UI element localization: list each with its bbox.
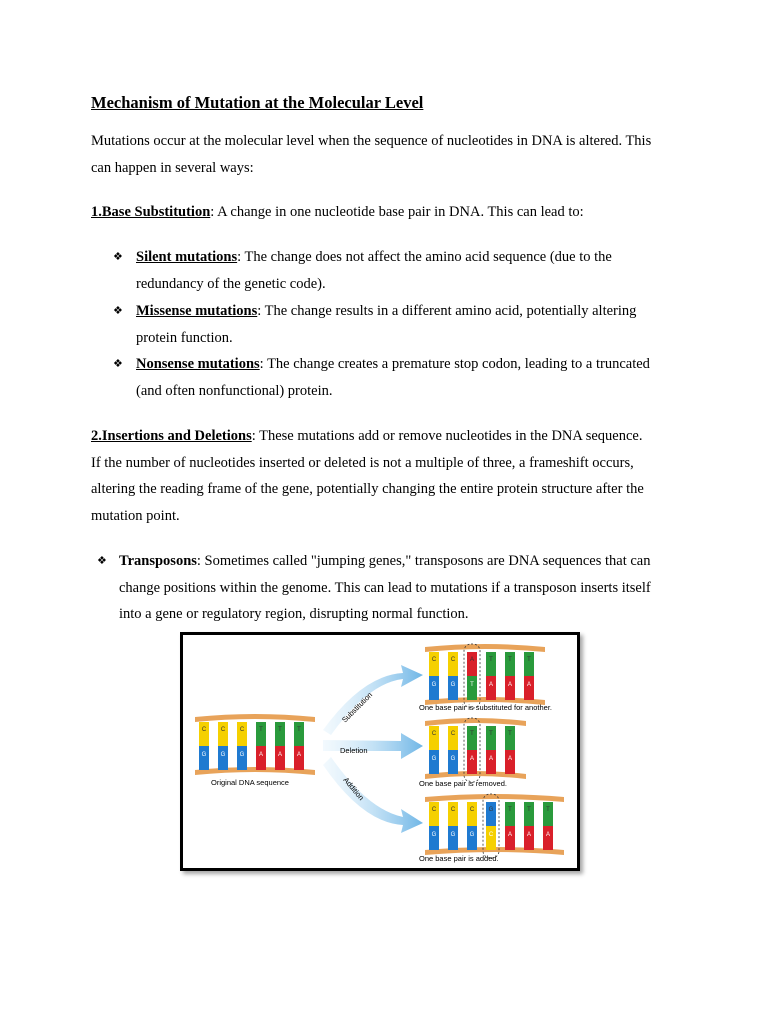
base-letter: C (488, 832, 494, 838)
base-letter: T (278, 727, 282, 733)
base-pair-top (294, 722, 304, 746)
section1-text: : A change in one nucleotide base pair in DNA. This can lead to: (210, 204, 584, 220)
base-pair-bottom (237, 746, 247, 770)
base-letter: C (431, 657, 437, 663)
base-pair-top (256, 722, 266, 746)
base-pair-bottom (218, 746, 228, 770)
dna-backbone-top (425, 794, 564, 802)
base-pair-top (467, 652, 477, 676)
base-pair-bottom (199, 746, 209, 770)
base-letter: T (546, 807, 550, 813)
base-pair-bottom (505, 676, 515, 700)
dna-original (195, 714, 315, 775)
base-letter: T (527, 807, 531, 813)
base-letter: T (527, 657, 531, 663)
base-pair-bottom (429, 676, 439, 700)
section2-line-2: If the number of nucleotides inserted or deleted is not a multiple of three, a frameshift occurs, (91, 454, 634, 471)
base-pair-top (448, 726, 458, 750)
section2-paragraph (91, 423, 691, 530)
dna-mutation-figure (180, 632, 580, 871)
base-pair-bottom (486, 676, 496, 700)
base-letter: T (508, 731, 512, 737)
base-pair-top (486, 802, 496, 826)
base-pair-bottom (467, 750, 477, 774)
base-letter: A (469, 756, 475, 762)
base-letter: C (431, 807, 437, 813)
base-pair-bottom (256, 746, 266, 770)
base-pair-bottom (448, 676, 458, 700)
deletion-caption: One base pair is removed. (419, 779, 507, 788)
base-letter: A (545, 832, 551, 838)
dna-mutation-diagram (183, 635, 577, 868)
base-letter: C (450, 807, 456, 813)
base-letter: T (508, 657, 512, 663)
base-pair-top (467, 726, 477, 750)
base-pair-top (199, 722, 209, 746)
dna-added (425, 794, 564, 858)
base-letter: G (201, 752, 207, 758)
diamond-bullet-icon: ❖ (113, 358, 123, 370)
bullet-line-2: protein function. (136, 329, 233, 346)
dna-deleted (425, 718, 526, 782)
base-pair-bottom (448, 750, 458, 774)
base-pair-bottom (524, 826, 534, 850)
section2-heading: 2.Insertions and Deletions (91, 428, 252, 444)
bullet-term: Nonsense mutations (136, 356, 260, 372)
dna-substituted (425, 644, 545, 708)
base-pair-bottom (543, 826, 553, 850)
base-letter: C (450, 731, 456, 737)
diamond-bullet-icon: ❖ (113, 251, 123, 263)
base-pair-bottom (429, 750, 439, 774)
bullet-line-1: : The change creates a premature stop codon, leading to a truncated (259, 356, 650, 372)
dna-backbone-top (425, 644, 545, 652)
base-letter: C (239, 727, 245, 733)
section1-heading: 1.Base Substitution (91, 204, 211, 220)
base-letter: T (508, 807, 512, 813)
section1-paragraph (91, 199, 691, 226)
base-pair-top (543, 802, 553, 826)
addition-caption: One base pair is added. (419, 854, 499, 863)
bullet-term: Silent mutations (136, 249, 238, 265)
base-pair-top (524, 652, 534, 676)
intro-line-2: can happen in several ways: (91, 159, 254, 176)
base-letter: C (201, 727, 207, 733)
base-pair-bottom (524, 676, 534, 700)
base-pair-top (218, 722, 228, 746)
deletion-arrow-icon (323, 733, 423, 759)
base-letter: C (431, 731, 437, 737)
page-title: Mechanism of Mutation at the Molecular Level (91, 93, 424, 112)
base-pair-bottom (486, 750, 496, 774)
substitution-arrow-label: Substitution (340, 690, 375, 725)
diamond-bullet-icon: ❖ (113, 305, 123, 317)
base-letter: G (450, 682, 456, 688)
base-letter: G (469, 832, 475, 838)
base-pair-bottom (275, 746, 285, 770)
base-letter: A (507, 756, 513, 762)
base-pair-top (429, 652, 439, 676)
base-letter: T (489, 657, 493, 663)
base-pair-bottom (448, 826, 458, 850)
substitution-caption: One base pair is substituted for another. (419, 703, 552, 712)
base-letter: T (470, 731, 474, 737)
base-pair-top (448, 802, 458, 826)
base-pair-top (505, 726, 515, 750)
base-pair-top (505, 652, 515, 676)
base-letter: A (507, 832, 513, 838)
base-pair-top (275, 722, 285, 746)
base-letter: A (258, 752, 264, 758)
deletion-arrow-label: Deletion (340, 746, 368, 755)
diamond-bullet-icon: ❖ (97, 555, 107, 567)
base-pair-bottom (467, 676, 477, 700)
base-pair-top (429, 802, 439, 826)
addition-arrow-label: Addition (341, 775, 366, 803)
bullet-term: Missense mutations (136, 303, 258, 319)
base-pair-top (486, 726, 496, 750)
base-letter: G (450, 756, 456, 762)
base-pair-top (486, 652, 496, 676)
addition-arrow-icon (323, 757, 423, 833)
base-letter: G (220, 752, 226, 758)
base-pair-top (505, 802, 515, 826)
base-letter: A (277, 752, 283, 758)
base-pair-bottom (294, 746, 304, 770)
section2-line-3: altering the reading frame of the gene, potentially changing the entire protein structure after the (91, 481, 644, 498)
transposons-line-2: change positions within the genome. This can lead to mutations if a transposon inserts itself (119, 579, 651, 596)
base-letter: C (469, 807, 475, 813)
transposons-term: Transposons (119, 553, 197, 569)
base-pair-top (237, 722, 247, 746)
base-pair-bottom (505, 826, 515, 850)
intro-line-1: Mutations occur at the molecular level when the sequence of nucleotides in DNA is altered. This (91, 133, 652, 149)
base-letter: C (450, 657, 456, 663)
base-letter: A (469, 657, 475, 663)
dna-backbone-top (195, 714, 315, 722)
base-pair-bottom (486, 826, 496, 850)
base-letter: G (431, 682, 437, 688)
transposons-line-1: : Sometimes called "jumping genes," transposons are DNA sequences that can (196, 553, 651, 569)
base-pair-top (448, 652, 458, 676)
base-letter: C (220, 727, 226, 733)
transposons-line-3: into a gene or regulatory region, disrupting normal function. (119, 606, 469, 623)
bullet-line-2: redundancy of the genetic code). (136, 275, 326, 292)
bullet-line-1: : The change results in a different amino acid, potentially altering (257, 303, 637, 319)
base-letter: T (470, 682, 474, 688)
base-letter: A (507, 682, 513, 688)
base-letter: A (488, 756, 494, 762)
base-pair-top (524, 802, 534, 826)
base-letter: A (296, 752, 302, 758)
bullet-missense (113, 298, 696, 351)
base-letter: T (297, 727, 301, 733)
base-letter: T (489, 731, 493, 737)
base-letter: G (431, 832, 437, 838)
base-letter: A (488, 682, 494, 688)
bullet-transposons (97, 548, 699, 628)
base-pair-top (429, 726, 439, 750)
base-pair-bottom (429, 826, 439, 850)
bullet-line-1: : The change does not affect the amino acid sequence (due to the (237, 249, 612, 265)
bullet-line-2: (and often nonfunctional) protein. (136, 382, 333, 399)
intro-paragraph (91, 128, 691, 181)
base-letter: G (431, 756, 437, 762)
base-pair-bottom (467, 826, 477, 850)
bullet-nonsense (113, 351, 696, 404)
base-pair-top (467, 802, 477, 826)
base-letter: G (488, 807, 494, 813)
dna-backbone-top (425, 718, 526, 726)
substitution-arrow-icon (323, 665, 423, 735)
bullet-silent (113, 244, 696, 297)
section2-line-1: : These mutations add or remove nucleotides in the DNA sequence. (251, 428, 643, 444)
base-letter: G (239, 752, 245, 758)
base-letter: G (450, 832, 456, 838)
mutation-arrows (323, 665, 423, 833)
base-letter: T (259, 727, 263, 733)
base-letter: A (526, 832, 532, 838)
section2-line-4: mutation point. (91, 508, 180, 525)
base-letter: A (526, 682, 532, 688)
original-dna-label: Original DNA sequence (211, 778, 289, 787)
base-pair-bottom (505, 750, 515, 774)
